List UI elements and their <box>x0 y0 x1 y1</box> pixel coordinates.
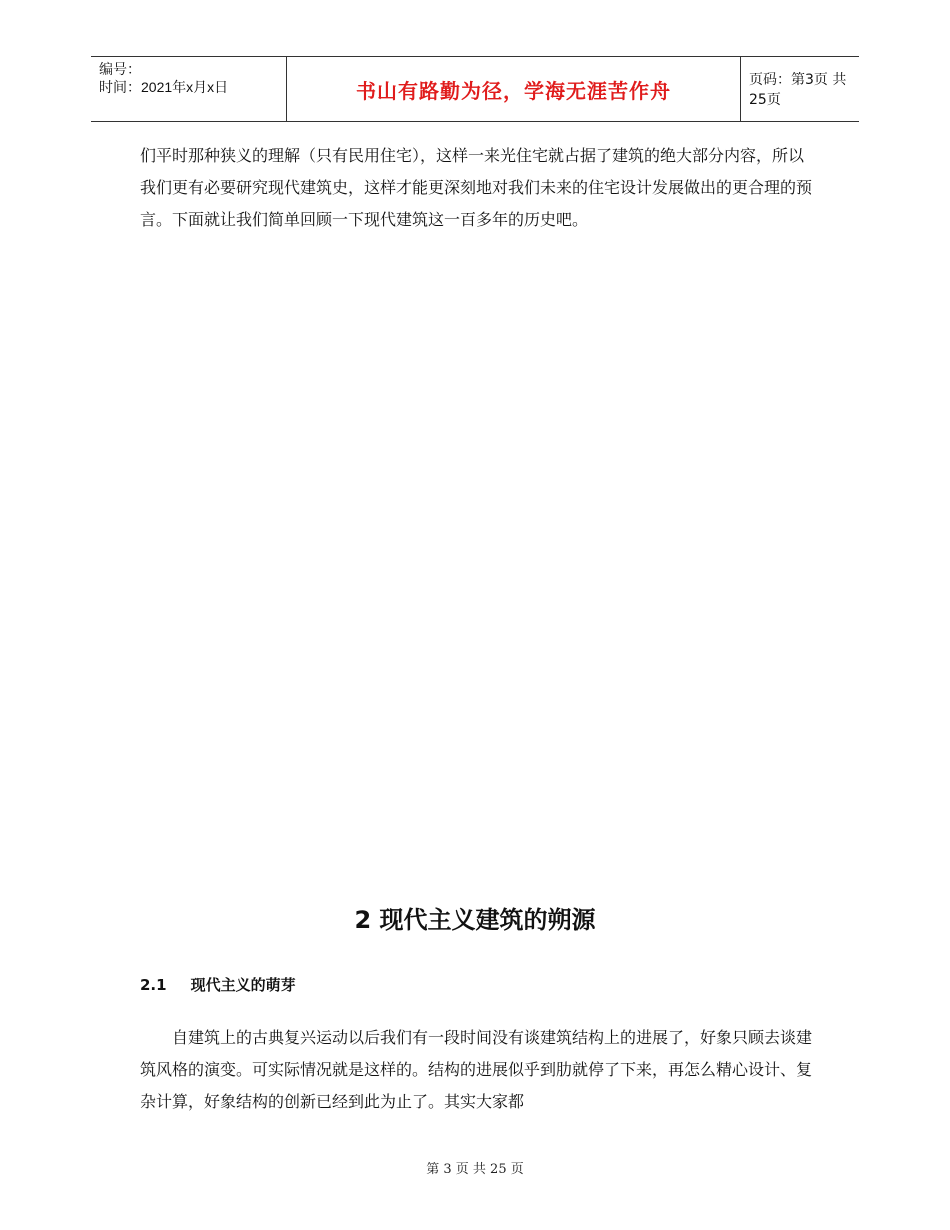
chapter-title: 2 现代主义建筑的朔源 <box>354 906 596 934</box>
section-number: 2.1 <box>140 976 167 994</box>
date-label: 时间：2021年x月x日 <box>99 79 229 95</box>
header-motto: 书山有路勤为径，学海无涯苦作舟 <box>287 57 741 121</box>
section-paragraph: 自建筑上的古典复兴运动以后我们有一段时间没有谈建筑结构上的进展了，好象只顾去谈建筑风格的演变。可实际情况就是这样的。结构的进展似乎到肋就停了下来，再怎么精心设计、复杂计算，好象结构的创新已经到此为止了。其实大家都 <box>140 1028 813 1111</box>
serial-number-label: 编号： <box>99 61 141 77</box>
page-footer: 第 3 页 共 25 页 <box>426 1162 524 1177</box>
header-meta-cell <box>91 57 287 121</box>
page-header <box>91 56 859 122</box>
section-heading <box>140 974 296 995</box>
intro-paragraph: 们平时那种狭义的理解（只有民用住宅），这样一来光住宅就占据了建筑的绝大部分内容，所以我们更有必要研究现代建筑史，这样才能更深刻地对我们未来的住宅设计发展做出的更合理的预言。下面就让我们简单回顾一下现代建筑这一百多年的历史吧。 <box>140 146 813 229</box>
section-title: 现代主义的萌芽 <box>190 976 296 994</box>
header-page-code: 页码：第3页 共25页 <box>749 72 847 108</box>
